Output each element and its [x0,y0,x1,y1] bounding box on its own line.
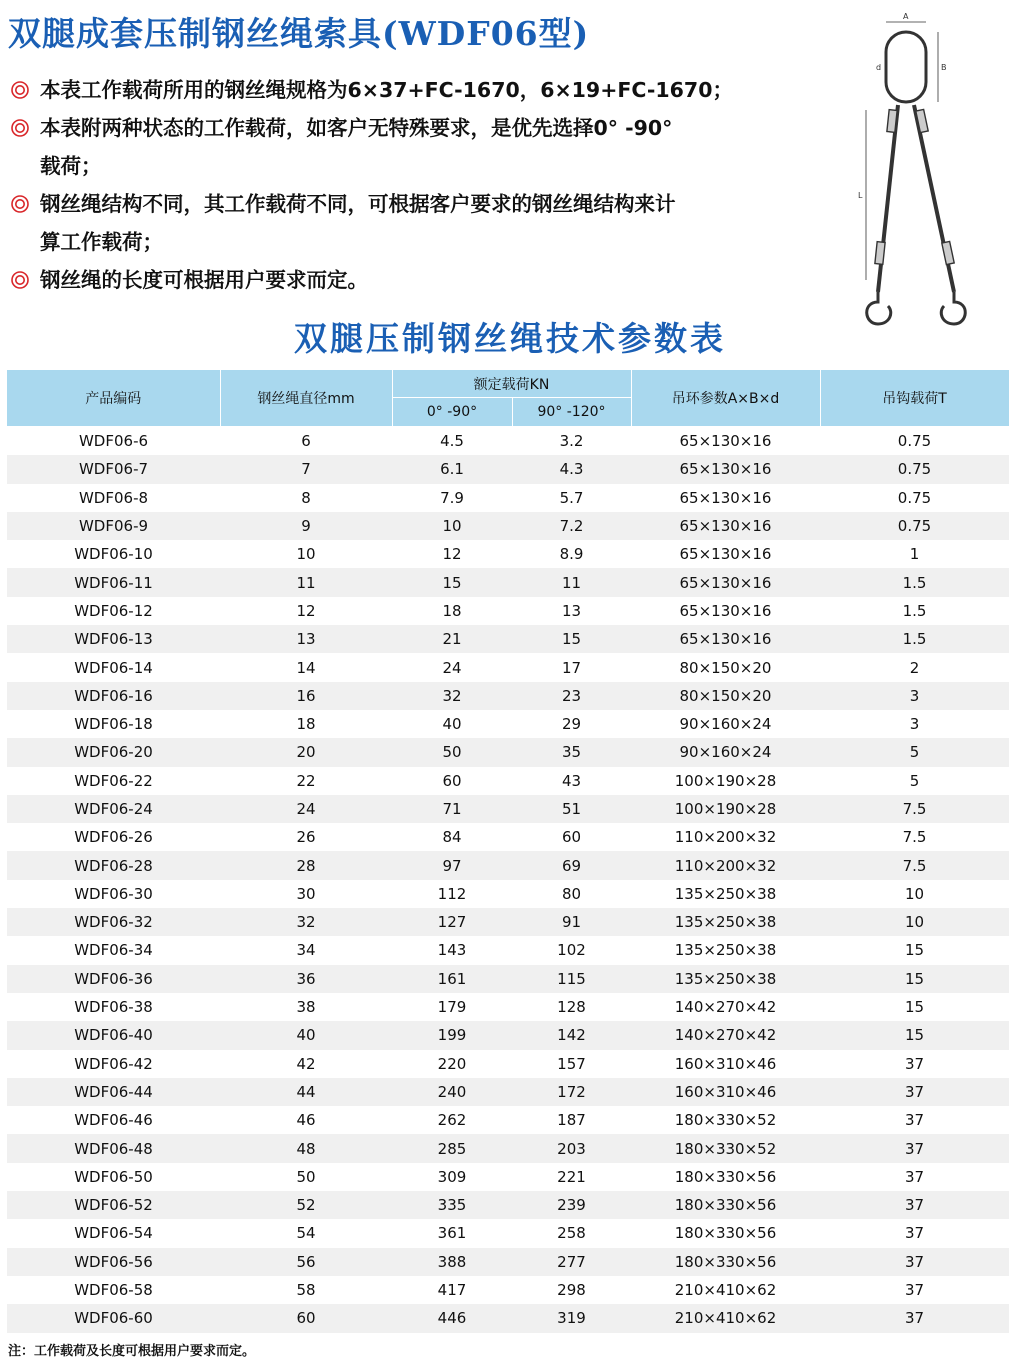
ring-cell: 180×330×56 [631,1191,820,1219]
table-row [7,484,1009,512]
code-cell: WDF06-50 [7,1163,220,1191]
code-cell: WDF06-52 [7,1191,220,1219]
load-0-90-cell: 60 [392,767,512,795]
table-row [7,540,1009,568]
hook-cell: 10 [820,880,1009,908]
load-0-90-cell: 285 [392,1134,512,1162]
spec-table [7,370,1010,1333]
load-90-120-cell: 172 [512,1078,631,1106]
hook-cell: 37 [820,1078,1009,1106]
note-text: 本表工作载荷所用的钢丝绳规格为6×37+FC-1670，6×19+FC-1670； [40,78,733,102]
diameter-cell: 44 [220,1078,392,1106]
code-cell: WDF06-10 [7,540,220,568]
diameter-cell: 9 [220,512,392,540]
hook-cell: 37 [820,1191,1009,1219]
table-row [7,1276,1009,1304]
ring-cell: 135×250×38 [631,965,820,993]
hook-cell: 2 [820,653,1009,681]
diameter-cell: 58 [220,1276,392,1304]
diameter-cell: 11 [220,568,392,596]
ring-cell: 65×130×16 [631,455,820,483]
load-0-90-cell: 240 [392,1078,512,1106]
diameter-cell: 34 [220,936,392,964]
ring-cell: 135×250×38 [631,936,820,964]
diameter-cell: 32 [220,908,392,936]
code-cell: WDF06-32 [7,908,220,936]
load-90-120-cell: 8.9 [512,540,631,568]
ring-cell: 65×130×16 [631,597,820,625]
table-row [7,1106,1009,1134]
load-0-90-cell: 10 [392,512,512,540]
hook-cell: 37 [820,1276,1009,1304]
ring-cell: 100×190×28 [631,767,820,795]
diameter-cell: 30 [220,880,392,908]
hook-cell: 15 [820,965,1009,993]
diameter-cell: 13 [220,625,392,653]
code-cell: WDF06-30 [7,880,220,908]
diameter-cell: 40 [220,1021,392,1049]
diameter-cell: 52 [220,1191,392,1219]
load-0-90-cell: 112 [392,880,512,908]
ring-cell: 80×150×20 [631,653,820,681]
load-0-90-cell: 4.5 [392,427,512,456]
note-item [8,186,838,223]
code-cell: WDF06-16 [7,682,220,710]
hook-cell: 0.75 [820,512,1009,540]
note-text: 本表附两种状态的工作载荷，如客户无特殊要求，是优先选择0° -90° [40,116,673,140]
diameter-cell: 26 [220,823,392,851]
load-0-90-cell: 71 [392,795,512,823]
table-row [7,1163,1009,1191]
diameter-cell: 42 [220,1050,392,1078]
table-row [7,512,1009,540]
ring-cell: 65×130×16 [631,625,820,653]
code-cell: WDF06-56 [7,1248,220,1276]
diameter-cell: 38 [220,993,392,1021]
ring-cell: 65×130×16 [631,540,820,568]
load-0-90-cell: 97 [392,851,512,879]
load-0-90-cell: 143 [392,936,512,964]
ring-cell: 180×330×52 [631,1134,820,1162]
load-90-120-cell: 80 [512,880,631,908]
header-code: 产品编码 [7,370,220,427]
code-cell: WDF06-12 [7,597,220,625]
load-90-120-cell: 17 [512,653,631,681]
load-90-120-cell: 35 [512,738,631,766]
code-cell: WDF06-46 [7,1106,220,1134]
header-ring: 吊环参数A×B×d [631,370,820,427]
load-90-120-cell: 13 [512,597,631,625]
note-text: 钢丝绳的长度可根据用户要求而定。 [40,268,368,292]
load-0-90-cell: 18 [392,597,512,625]
load-90-120-cell: 258 [512,1219,631,1247]
diameter-cell: 54 [220,1219,392,1247]
ring-cell: 160×310×46 [631,1078,820,1106]
table-title: 双腿压制钢丝绳技术参数表 [294,319,726,358]
right-ferrule [942,241,954,264]
note-item-continuation [8,224,838,261]
diameter-cell: 56 [220,1248,392,1276]
table-row [7,908,1009,936]
hook-cell: 37 [820,1163,1009,1191]
code-cell: WDF06-42 [7,1050,220,1078]
table-row [7,1304,1009,1332]
master-link-shape [886,32,926,102]
code-cell: WDF06-54 [7,1219,220,1247]
load-90-120-cell: 115 [512,965,631,993]
hook-cell: 1 [820,540,1009,568]
footnote: 注：工作载荷及长度可根据用户要求而定。 [8,1344,256,1359]
label-l: L [858,191,863,200]
load-90-120-cell: 277 [512,1248,631,1276]
table-row [7,653,1009,681]
load-0-90-cell: 361 [392,1219,512,1247]
code-cell: WDF06-58 [7,1276,220,1304]
ring-cell: 135×250×38 [631,880,820,908]
hook-cell: 37 [820,1219,1009,1247]
hook-cell: 3 [820,710,1009,738]
ring-cell: 65×130×16 [631,484,820,512]
note-text: 算工作载荷； [40,230,163,254]
ring-cell: 140×270×42 [631,1021,820,1049]
header-load-90-120: 90° -120° [512,398,631,427]
code-cell: WDF06-60 [7,1304,220,1332]
diameter-cell: 46 [220,1106,392,1134]
hook-cell: 1.5 [820,568,1009,596]
hook-cell: 7.5 [820,795,1009,823]
load-90-120-cell: 11 [512,568,631,596]
hook-cell: 1.5 [820,597,1009,625]
load-90-120-cell: 5.7 [512,484,631,512]
table-row [7,1078,1009,1106]
hook-cell: 15 [820,1021,1009,1049]
code-cell: WDF06-7 [7,455,220,483]
ring-cell: 160×310×46 [631,1050,820,1078]
diameter-cell: 16 [220,682,392,710]
ring-cell: 65×130×16 [631,512,820,540]
double-circle-icon [10,118,30,138]
header-load: 额定载荷KN [392,370,631,398]
diameter-cell: 14 [220,653,392,681]
load-0-90-cell: 21 [392,625,512,653]
load-0-90-cell: 388 [392,1248,512,1276]
table-row [7,597,1009,625]
code-cell: WDF06-18 [7,710,220,738]
load-0-90-cell: 50 [392,738,512,766]
ring-cell: 180×330×52 [631,1106,820,1134]
load-90-120-cell: 221 [512,1163,631,1191]
code-cell: WDF06-48 [7,1134,220,1162]
header-hook: 吊钩载荷T [820,370,1009,427]
table-row [7,738,1009,766]
load-0-90-cell: 309 [392,1163,512,1191]
load-0-90-cell: 15 [392,568,512,596]
table-row [7,568,1009,596]
code-cell: WDF06-24 [7,795,220,823]
note-text: 钢丝绳结构不同，其工作载荷不同，可根据客户要求的钢丝绳结构来计 [40,192,676,216]
load-0-90-cell: 84 [392,823,512,851]
header-load-0-90: 0° -90° [392,398,512,427]
ring-cell: 210×410×62 [631,1304,820,1332]
hook-cell: 0.75 [820,427,1009,456]
table-row [7,936,1009,964]
ring-cell: 110×200×32 [631,851,820,879]
code-cell: WDF06-22 [7,767,220,795]
load-90-120-cell: 3.2 [512,427,631,456]
diameter-cell: 8 [220,484,392,512]
ring-cell: 180×330×56 [631,1248,820,1276]
load-90-120-cell: 102 [512,936,631,964]
hook-cell: 3 [820,682,1009,710]
diameter-cell: 12 [220,597,392,625]
note-item [8,72,838,109]
table-row [7,427,1009,456]
table-row [7,625,1009,653]
load-90-120-cell: 187 [512,1106,631,1134]
load-90-120-cell: 239 [512,1191,631,1219]
table-row [7,455,1009,483]
ring-cell: 140×270×42 [631,993,820,1021]
hook-cell: 37 [820,1304,1009,1332]
hook-cell: 37 [820,1248,1009,1276]
table-row [7,851,1009,879]
load-90-120-cell: 7.2 [512,512,631,540]
load-90-120-cell: 128 [512,993,631,1021]
load-0-90-cell: 40 [392,710,512,738]
hook-cell: 15 [820,936,1009,964]
table-row [7,1191,1009,1219]
note-item [8,110,838,147]
table-row [7,710,1009,738]
ring-cell: 210×410×62 [631,1276,820,1304]
header-diameter: 钢丝绳直径mm [220,370,392,427]
hook-cell: 0.75 [820,484,1009,512]
load-90-120-cell: 51 [512,795,631,823]
load-90-120-cell: 298 [512,1276,631,1304]
load-90-120-cell: 4.3 [512,455,631,483]
load-0-90-cell: 199 [392,1021,512,1049]
table-row [7,965,1009,993]
load-90-120-cell: 23 [512,682,631,710]
ring-cell: 180×330×56 [631,1219,820,1247]
diameter-cell: 60 [220,1304,392,1332]
hook-cell: 7.5 [820,851,1009,879]
load-90-120-cell: 157 [512,1050,631,1078]
load-0-90-cell: 262 [392,1106,512,1134]
table-row [7,1134,1009,1162]
double-circle-icon [10,270,30,290]
label-a: A [903,12,909,21]
diameter-cell: 36 [220,965,392,993]
left-ferrule [887,110,897,133]
table-row [7,1248,1009,1276]
left-ferrule [875,242,885,265]
note-item [8,262,838,299]
hook-cell: 37 [820,1134,1009,1162]
load-90-120-cell: 60 [512,823,631,851]
code-cell: WDF06-28 [7,851,220,879]
load-0-90-cell: 220 [392,1050,512,1078]
code-cell: WDF06-38 [7,993,220,1021]
code-cell: WDF06-8 [7,484,220,512]
diameter-cell: 20 [220,738,392,766]
load-0-90-cell: 7.9 [392,484,512,512]
load-90-120-cell: 142 [512,1021,631,1049]
ring-cell: 100×190×28 [631,795,820,823]
sling-diagram [848,10,988,330]
code-cell: WDF06-26 [7,823,220,851]
hook-cell: 1.5 [820,625,1009,653]
load-0-90-cell: 24 [392,653,512,681]
hook-cell: 5 [820,738,1009,766]
table-row [7,795,1009,823]
ring-cell: 110×200×32 [631,823,820,851]
hook-cell: 37 [820,1050,1009,1078]
ring-cell: 135×250×38 [631,908,820,936]
diameter-cell: 24 [220,795,392,823]
table-row [7,823,1009,851]
load-90-120-cell: 203 [512,1134,631,1162]
diameter-cell: 18 [220,710,392,738]
table-row [7,880,1009,908]
ring-cell: 65×130×16 [631,427,820,456]
load-0-90-cell: 417 [392,1276,512,1304]
diameter-cell: 7 [220,455,392,483]
ring-cell: 90×160×24 [631,710,820,738]
load-90-120-cell: 69 [512,851,631,879]
load-0-90-cell: 161 [392,965,512,993]
double-circle-icon [10,194,30,214]
load-0-90-cell: 6.1 [392,455,512,483]
page-title: 双腿成套压制钢丝绳索具(WDF06型) [8,14,590,53]
diameter-cell: 50 [220,1163,392,1191]
table-row [7,1219,1009,1247]
label-b: B [941,63,947,72]
code-cell: WDF06-9 [7,512,220,540]
code-cell: WDF06-34 [7,936,220,964]
code-cell: WDF06-11 [7,568,220,596]
load-0-90-cell: 12 [392,540,512,568]
load-90-120-cell: 15 [512,625,631,653]
notes-list [8,72,838,300]
label-d: d [876,63,882,72]
note-text: 载荷； [40,154,102,178]
hook-cell: 7.5 [820,823,1009,851]
hook-cell: 37 [820,1106,1009,1134]
note-item-continuation [8,148,838,185]
code-cell: WDF06-13 [7,625,220,653]
load-0-90-cell: 32 [392,682,512,710]
ring-cell: 65×130×16 [631,568,820,596]
code-cell: WDF06-20 [7,738,220,766]
diameter-cell: 28 [220,851,392,879]
load-0-90-cell: 335 [392,1191,512,1219]
ring-cell: 180×330×56 [631,1163,820,1191]
hook-cell: 10 [820,908,1009,936]
load-90-120-cell: 43 [512,767,631,795]
diameter-cell: 6 [220,427,392,456]
ring-cell: 90×160×24 [631,738,820,766]
code-cell: WDF06-36 [7,965,220,993]
load-90-120-cell: 319 [512,1304,631,1332]
load-90-120-cell: 91 [512,908,631,936]
load-0-90-cell: 179 [392,993,512,1021]
diameter-cell: 48 [220,1134,392,1162]
code-cell: WDF06-40 [7,1021,220,1049]
code-cell: WDF06-44 [7,1078,220,1106]
table-row [7,767,1009,795]
diameter-cell: 22 [220,767,392,795]
hook-cell: 5 [820,767,1009,795]
code-cell: WDF06-14 [7,653,220,681]
hook-cell: 0.75 [820,455,1009,483]
load-0-90-cell: 446 [392,1304,512,1332]
table-row [7,682,1009,710]
ring-cell: 80×150×20 [631,682,820,710]
code-cell: WDF06-6 [7,427,220,456]
diameter-cell: 10 [220,540,392,568]
double-circle-icon [10,80,30,100]
table-row [7,1021,1009,1049]
load-90-120-cell: 29 [512,710,631,738]
load-0-90-cell: 127 [392,908,512,936]
hook-cell: 15 [820,993,1009,1021]
table-row [7,1050,1009,1078]
table-row [7,993,1009,1021]
